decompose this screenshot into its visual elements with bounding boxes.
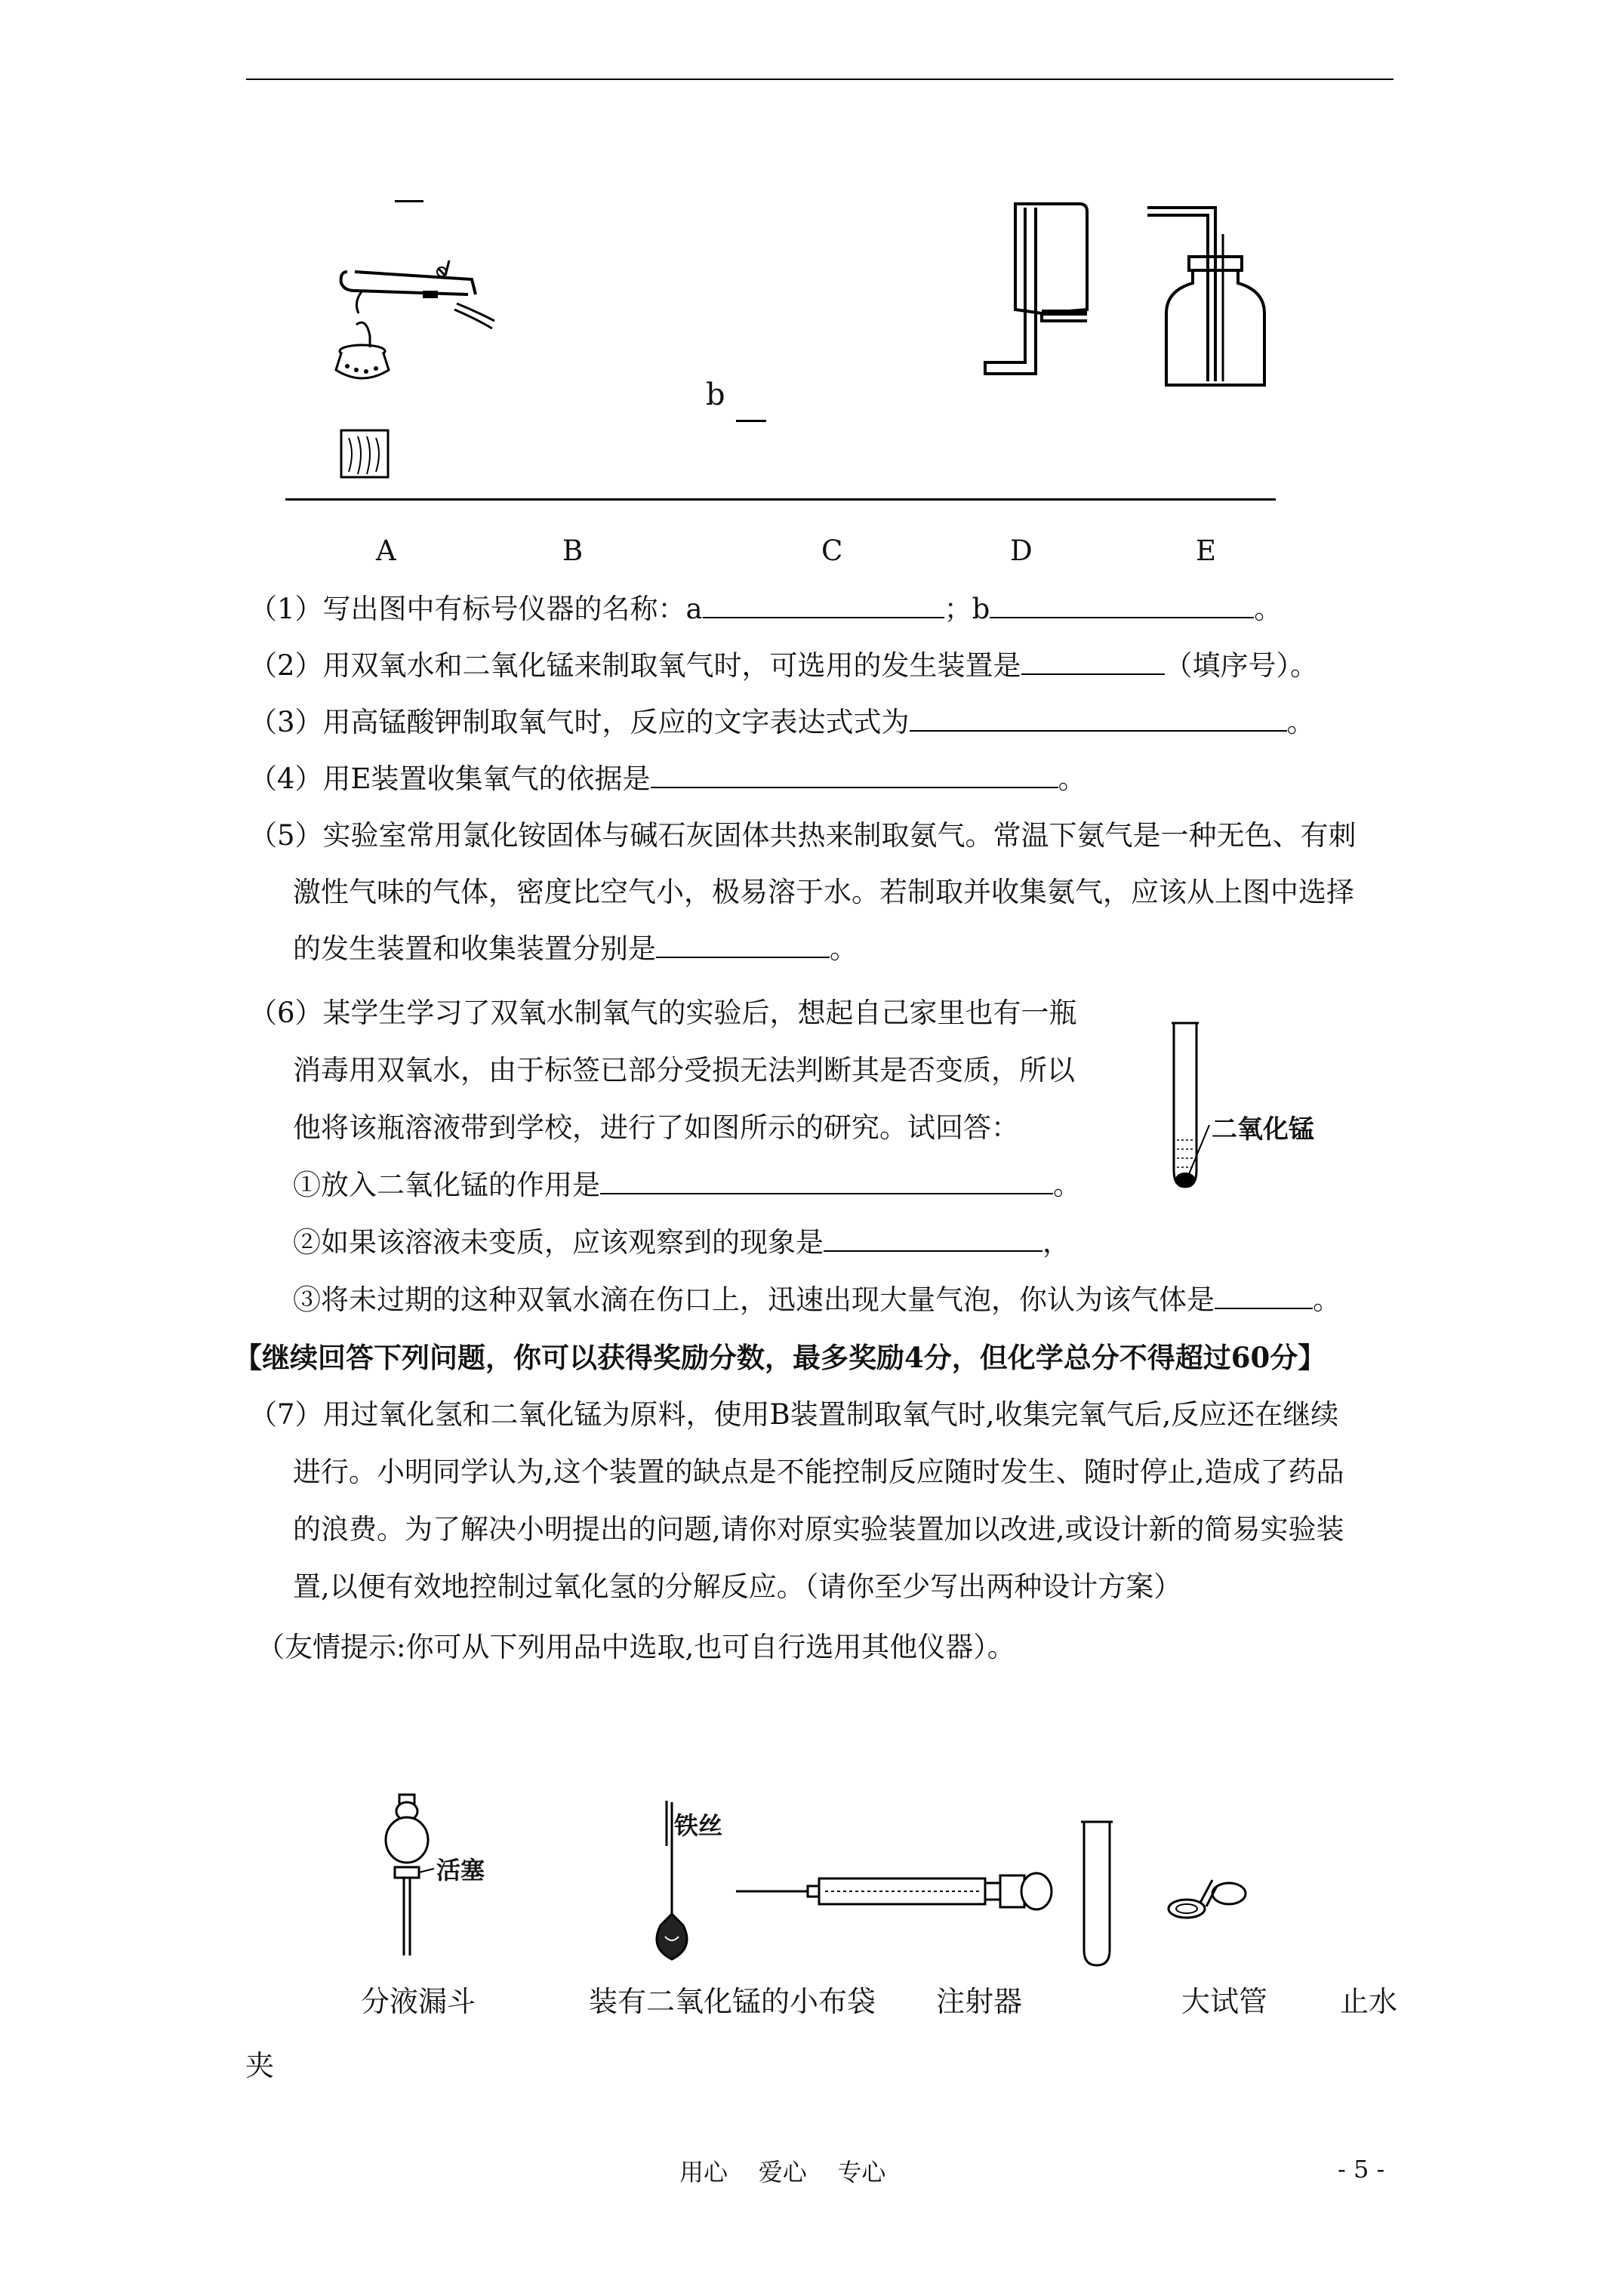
question-3: （3）用高锰酸钾制取氧气时，反应的文字表达式式为 。 (249, 706, 1315, 738)
tool-label-water-clamp-wrap: 夹 (245, 2049, 275, 2082)
apparatus-a-drawing (325, 257, 506, 483)
syringe-drawing (736, 1865, 1061, 1918)
question-5-line1: （5）实验室常用氯化铵固体与碱石灰固体共热来制取氨气。常温下氨气是一种无色、有刺 (249, 819, 1357, 852)
label-b-line (736, 420, 766, 422)
answer-blank-q3[interactable] (910, 707, 1287, 732)
label-apparatus-a: A (376, 535, 396, 567)
answer-blank-q6-2[interactable] (824, 1228, 1042, 1252)
page-number: - 5 - (1338, 2155, 1385, 2184)
label-a-line (395, 200, 423, 202)
question-6-line1: （6）某学生学习了双氧水制氧气的实验后，想起自己家里也有一瓶 (249, 997, 1077, 1029)
question-7-line2: 进行。小明同学认为,这个装置的缺点是不能控制反应随时发生、随时停止,造成了药品 (293, 1456, 1344, 1488)
apparatus-d-drawing (981, 196, 1110, 385)
question-4: （4）用E装置收集氧气的依据是 。 (249, 763, 1086, 795)
question-5-line2: 激性气味的气体，密度比空气小，极易溶于水。若制取并收集氨气，应该从上图中选择 (293, 876, 1354, 908)
apparatus-e-drawing (1144, 200, 1272, 396)
question-7-line1: （7）用过氧化氢和二氧化锰为原料，使用B装置制取氧气时,收集完氧气后,反应还在继续 (249, 1398, 1339, 1431)
answer-blank-a[interactable] (703, 594, 944, 618)
answer-blank-q4[interactable] (651, 764, 1058, 788)
question-7-hint: （友情提示:你可从下列用品中选取,也可自行选用其他仪器）。 (257, 1631, 1015, 1663)
bench-line (285, 498, 1276, 501)
question-6-line2: 消毒用双氧水，由于标签已部分受损无法判断其是否变质，所以 (293, 1054, 1075, 1086)
question-1: （1）写出图中有标号仪器的名称：a ；b 。 (249, 593, 1283, 625)
label-apparatus-d: D (1010, 535, 1033, 567)
question-6-sub2: ②如果该溶液未变质，应该观察到的现象是 ， (293, 1226, 1070, 1259)
question-2: （2）用双氧水和二氧化锰来制取氧气时，可选用的发生装置是 （填序号）。 (249, 649, 1319, 682)
answer-blank-q2[interactable] (1021, 651, 1165, 675)
tool-label-syringe: 注射器 (936, 1985, 1023, 2018)
question-6-sub3: ③将未过期的这种双氧水滴在伤口上，迅速出现大量气泡，你认为该气体是 。 (293, 1284, 1341, 1316)
test-tube-figure (1170, 1019, 1200, 1193)
tool-label-separating-funnel: 分液漏斗 (361, 1985, 476, 2018)
large-test-tube-drawing (1078, 1818, 1116, 1969)
answer-blank-b[interactable] (990, 594, 1254, 618)
question-6-line3: 他将该瓶溶液带到学校，进行了如图所示的研究。试回答： (293, 1111, 1019, 1144)
label-apparatus-c: C (821, 535, 843, 567)
iron-wire-label: 铁丝 (674, 1811, 723, 1840)
label-b: b (706, 378, 725, 412)
question-5-line3: 的发生装置和收集装置分别是 。 (293, 932, 858, 965)
answer-blank-q6-3[interactable] (1215, 1285, 1313, 1309)
answer-blank-q5[interactable] (656, 934, 830, 958)
tool-label-cloth-bag: 装有二氧化锰的小布袋 (589, 1985, 876, 2018)
footer-motto: 用心 爱心 专心 (679, 2158, 886, 2187)
bonus-instruction: 【继续回答下列问题，你可以获得奖励分数，最多奖励4分，但化学总分不得超过60分】 (234, 1341, 1326, 1374)
separating-funnel-drawing (381, 1793, 434, 1959)
tool-label-water-clamp: 止水 (1340, 1985, 1398, 2018)
answer-blank-q6-1[interactable] (600, 1170, 1053, 1194)
label-apparatus-b: B (562, 535, 584, 567)
water-clamp-drawing (1163, 1872, 1253, 1925)
question-7-line3: 的浪费。为了解决小明提出的问题,请你对原实验装置加以改进,或设计新的简易实验装 (293, 1513, 1344, 1546)
header-rule (246, 79, 1394, 80)
question-7-line4: 置,以便有效地控制过氧化氢的分解反应。（请你至少写出两种设计方案） (293, 1570, 1182, 1603)
label-apparatus-e: E (1196, 535, 1217, 567)
tool-label-large-test-tube: 大试管 (1181, 1985, 1268, 2018)
mno2-label: 二氧化锰 (1212, 1114, 1314, 1145)
stopcock-label: 活塞 (436, 1856, 485, 1885)
question-6-sub1: ①放入二氧化锰的作用是 。 (293, 1169, 1081, 1201)
